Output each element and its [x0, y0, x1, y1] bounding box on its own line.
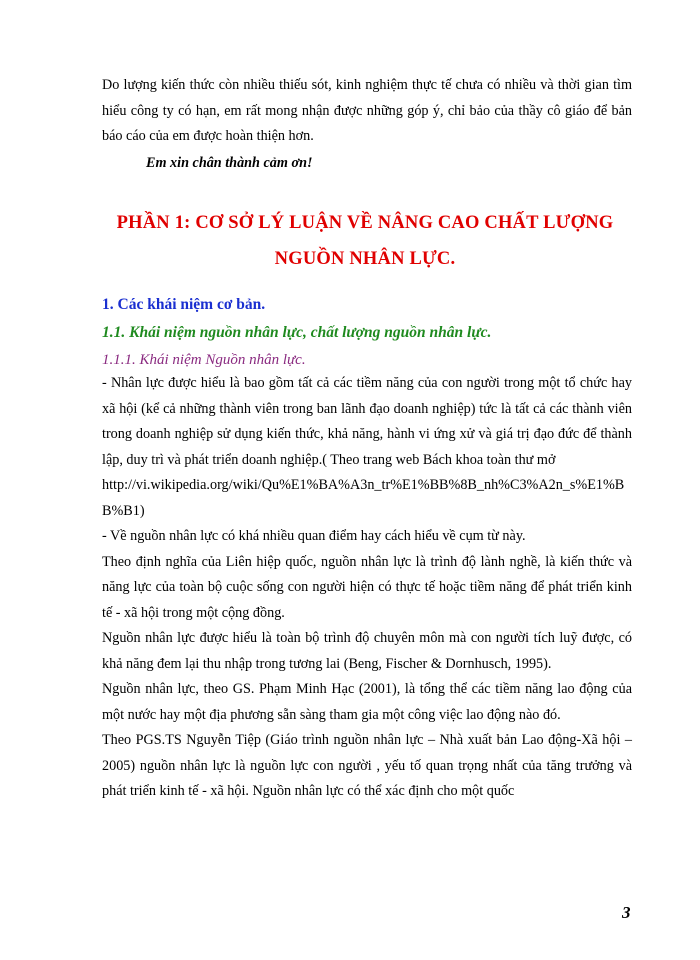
thanks-line: Em xin chân thành cảm ơn!	[146, 155, 313, 171]
part-heading	[80, 205, 650, 277]
page-number: 3	[622, 903, 631, 922]
paragraph-viewpoints: - Về nguồn nhân lực có khá nhiều quan điểm hay cách hiểu về cụm từ này.	[102, 528, 526, 544]
main-content	[102, 371, 632, 805]
part-heading-line-2: NGUỒN NHÂN LỰC.	[274, 249, 456, 269]
section-heading-1-1: 1.1. Khái niệm nguồn nhân lực, chất lượng nguồn nhân lực.	[102, 324, 492, 341]
paragraph-beng-definition: Nguồn nhân lực được hiểu là toàn bộ trình độ chuyên môn mà con người tích luỹ được, có khả năng đem lại thu nhập trong tương lai (Beng, Fischer & Dornhusch, 1995).	[102, 630, 632, 672]
paragraph-un-definition: Theo định nghĩa của Liên hiệp quốc, nguồn nhân lực là trình độ lành nghề, là kiến thức và năng lực của toàn bộ cuộc sống con người hiện có thực tế hoặc tiềm năng để phát triển kinh tế - xã hội trong một cộng đồng.	[102, 553, 632, 621]
section-heading-1: 1. Các khái niệm cơ bản.	[102, 296, 266, 313]
intro-paragraph: Do lượng kiến thức còn nhiều thiếu sót, kinh nghiệm thực tế chưa có nhiều và thời gian tìm hiểu công ty có hạn, em rất mong nhận được những góp ý, chỉ bảo của thầy cô giáo để bản báo cáo của em được hoàn thiện hơn.	[102, 77, 632, 144]
wikipedia-link-text: http://vi.wikipedia.org/wiki/Qu%E1%BA%A3n_tr%E1%BB%8B_nh%C3%A2n_s%E1%BB%B1)	[102, 477, 625, 519]
part-heading-line-1: PHẦN 1: CƠ SỞ LÝ LUẬN VỀ NÂNG CAO CHẤT LƯỢNG	[116, 213, 614, 233]
paragraph-nguyen-tiep-definition: Theo PGS.TS Nguyễn Tiệp (Giáo trình nguồn nhân lực – Nhà xuất bản Lao động-Xã hội – 2005) nguồn nhân lực là nguồn lực con người , yếu tố quan trọng nhất của tăng trưởng và phát triển kinh tế - xã hội. Nguồn nhân lực có thể xác định cho một quốc	[102, 732, 632, 799]
paragraph-pham-minh-hac-definition: Nguồn nhân lực, theo GS. Phạm Minh Hạc (2001), là tổng thể các tiềm năng lao động của một nước hay một địa phương sẵn sàng tham gia một công việc lao động nào đó.	[102, 681, 632, 723]
paragraph-human-resources-definition: - Nhân lực được hiểu là bao gồm tất cả các tiềm năng của con người trong một tổ chức hay xã hội (kể cả những thành viên trong ban lãnh đạo doanh nghiệp) tức là tất cả các thành viên trong doanh nghiệp sử dụng kiến thức, khả năng, hành vi ứng xử và giá trị đạo đức để thành lập, duy trì và phát triển doanh nghiệp.( Theo trang web Bách khoa toàn thư mở	[102, 375, 632, 468]
section-heading-1-1-1: 1.1.1. Khái niệm Nguồn nhân lực.	[102, 352, 306, 368]
